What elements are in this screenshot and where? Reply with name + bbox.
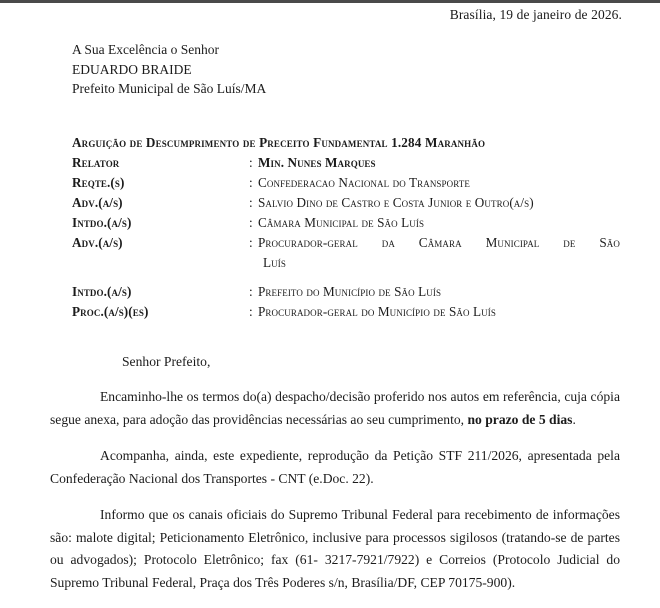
party-value: Câmara Municipal de São Luís [258,214,425,230]
date-line: Brasília, 19 de janeiro de 2026. [449,7,622,22]
table-row [72,213,620,233]
table-row [72,233,620,253]
deadline-emphasis: no prazo de 5 dias [467,411,573,427]
parties-table [72,153,620,322]
paragraph-official-channels: Informo que os canais oficiais do Supremo Tribunal Federal para recebimento de informações são: malote digital; Peticionamento Eletrônico, inclusive para processos sigilosos (tratando-se de partes ou advogados); Protocolo Eletrônico; fax (61- 3217-7921/7922) e Correios (Protocolo Judicial do Supremo Tribunal Federal, Praça dos Três Poderes s/n, Brasília/DF, CEP 70175-900). [50,507,620,590]
addressee-role: Prefeito Municipal de São Luís/MA [72,81,267,96]
table-row [72,173,620,193]
party-label: Intdo.(a/s) [72,283,132,299]
party-colon: : [249,154,253,170]
addressee-salutation: A Sua Excelência o Senhor [72,42,219,57]
addressee-name: EDUARDO BRAIDE [72,61,192,77]
table-row [72,193,620,213]
table-row [72,302,620,322]
party-value: Min. Nunes Marques [258,154,376,170]
continuation-spacer [72,253,263,273]
party-label: Adv.(a/s) [72,194,123,210]
party-colon: : [249,174,253,190]
party-label: Intdo.(a/s) [72,214,132,230]
party-colon: : [249,194,253,210]
party-value: Prefeito do Município de São Luís [258,283,442,299]
party-colon: : [249,303,253,319]
party-value: Salvio Dino de Castro e Costa Junior e Outro(a/s) [258,194,534,210]
party-label: Reqte.(s) [72,174,125,190]
party-value: Procurador-geral do Município de São Luís [258,303,496,319]
party-value: Procurador-geral da Câmara Municipal de São [258,234,620,250]
paragraph-forwarding [50,386,620,431]
party-colon: : [249,283,253,299]
case-header-block [72,133,620,322]
party-value: Confederacao Nacional do Transporte [258,174,470,190]
party-colon: : [249,214,253,230]
table-row [72,153,620,173]
paragraph-forwarding-text-2: . [572,411,576,427]
party-value-continuation-row [72,253,620,273]
table-row [72,282,620,302]
greeting-line: Senhor Prefeito, [122,354,211,369]
paragraph-attachment: Acompanha, ainda, este expediente, reprodução da Petição STF 211/2026, apresentada pela Confederação Nacional dos Transportes - CNT (e.Doc. 22). [50,448,620,486]
party-label: Proc.(a/s)(es) [72,303,149,319]
party-colon: : [249,234,253,250]
case-title: Arguição de Descumprimento de Preceito Fundamental 1.284 Maranhão [72,135,486,150]
addressee-block [72,40,266,99]
party-label: Relator [72,154,120,170]
party-label: Adv.(a/s) [72,234,123,250]
paragraph-forwarding-text-1: Encaminho-lhe os termos do(a) despacho/decisão proferido nos autos em referência, cuja cópia segue anexa, para adoção das providências necessárias ao seu cumprimento, [50,389,620,427]
party-value-continuation: Luís [263,254,286,270]
letter-body [50,352,620,608]
